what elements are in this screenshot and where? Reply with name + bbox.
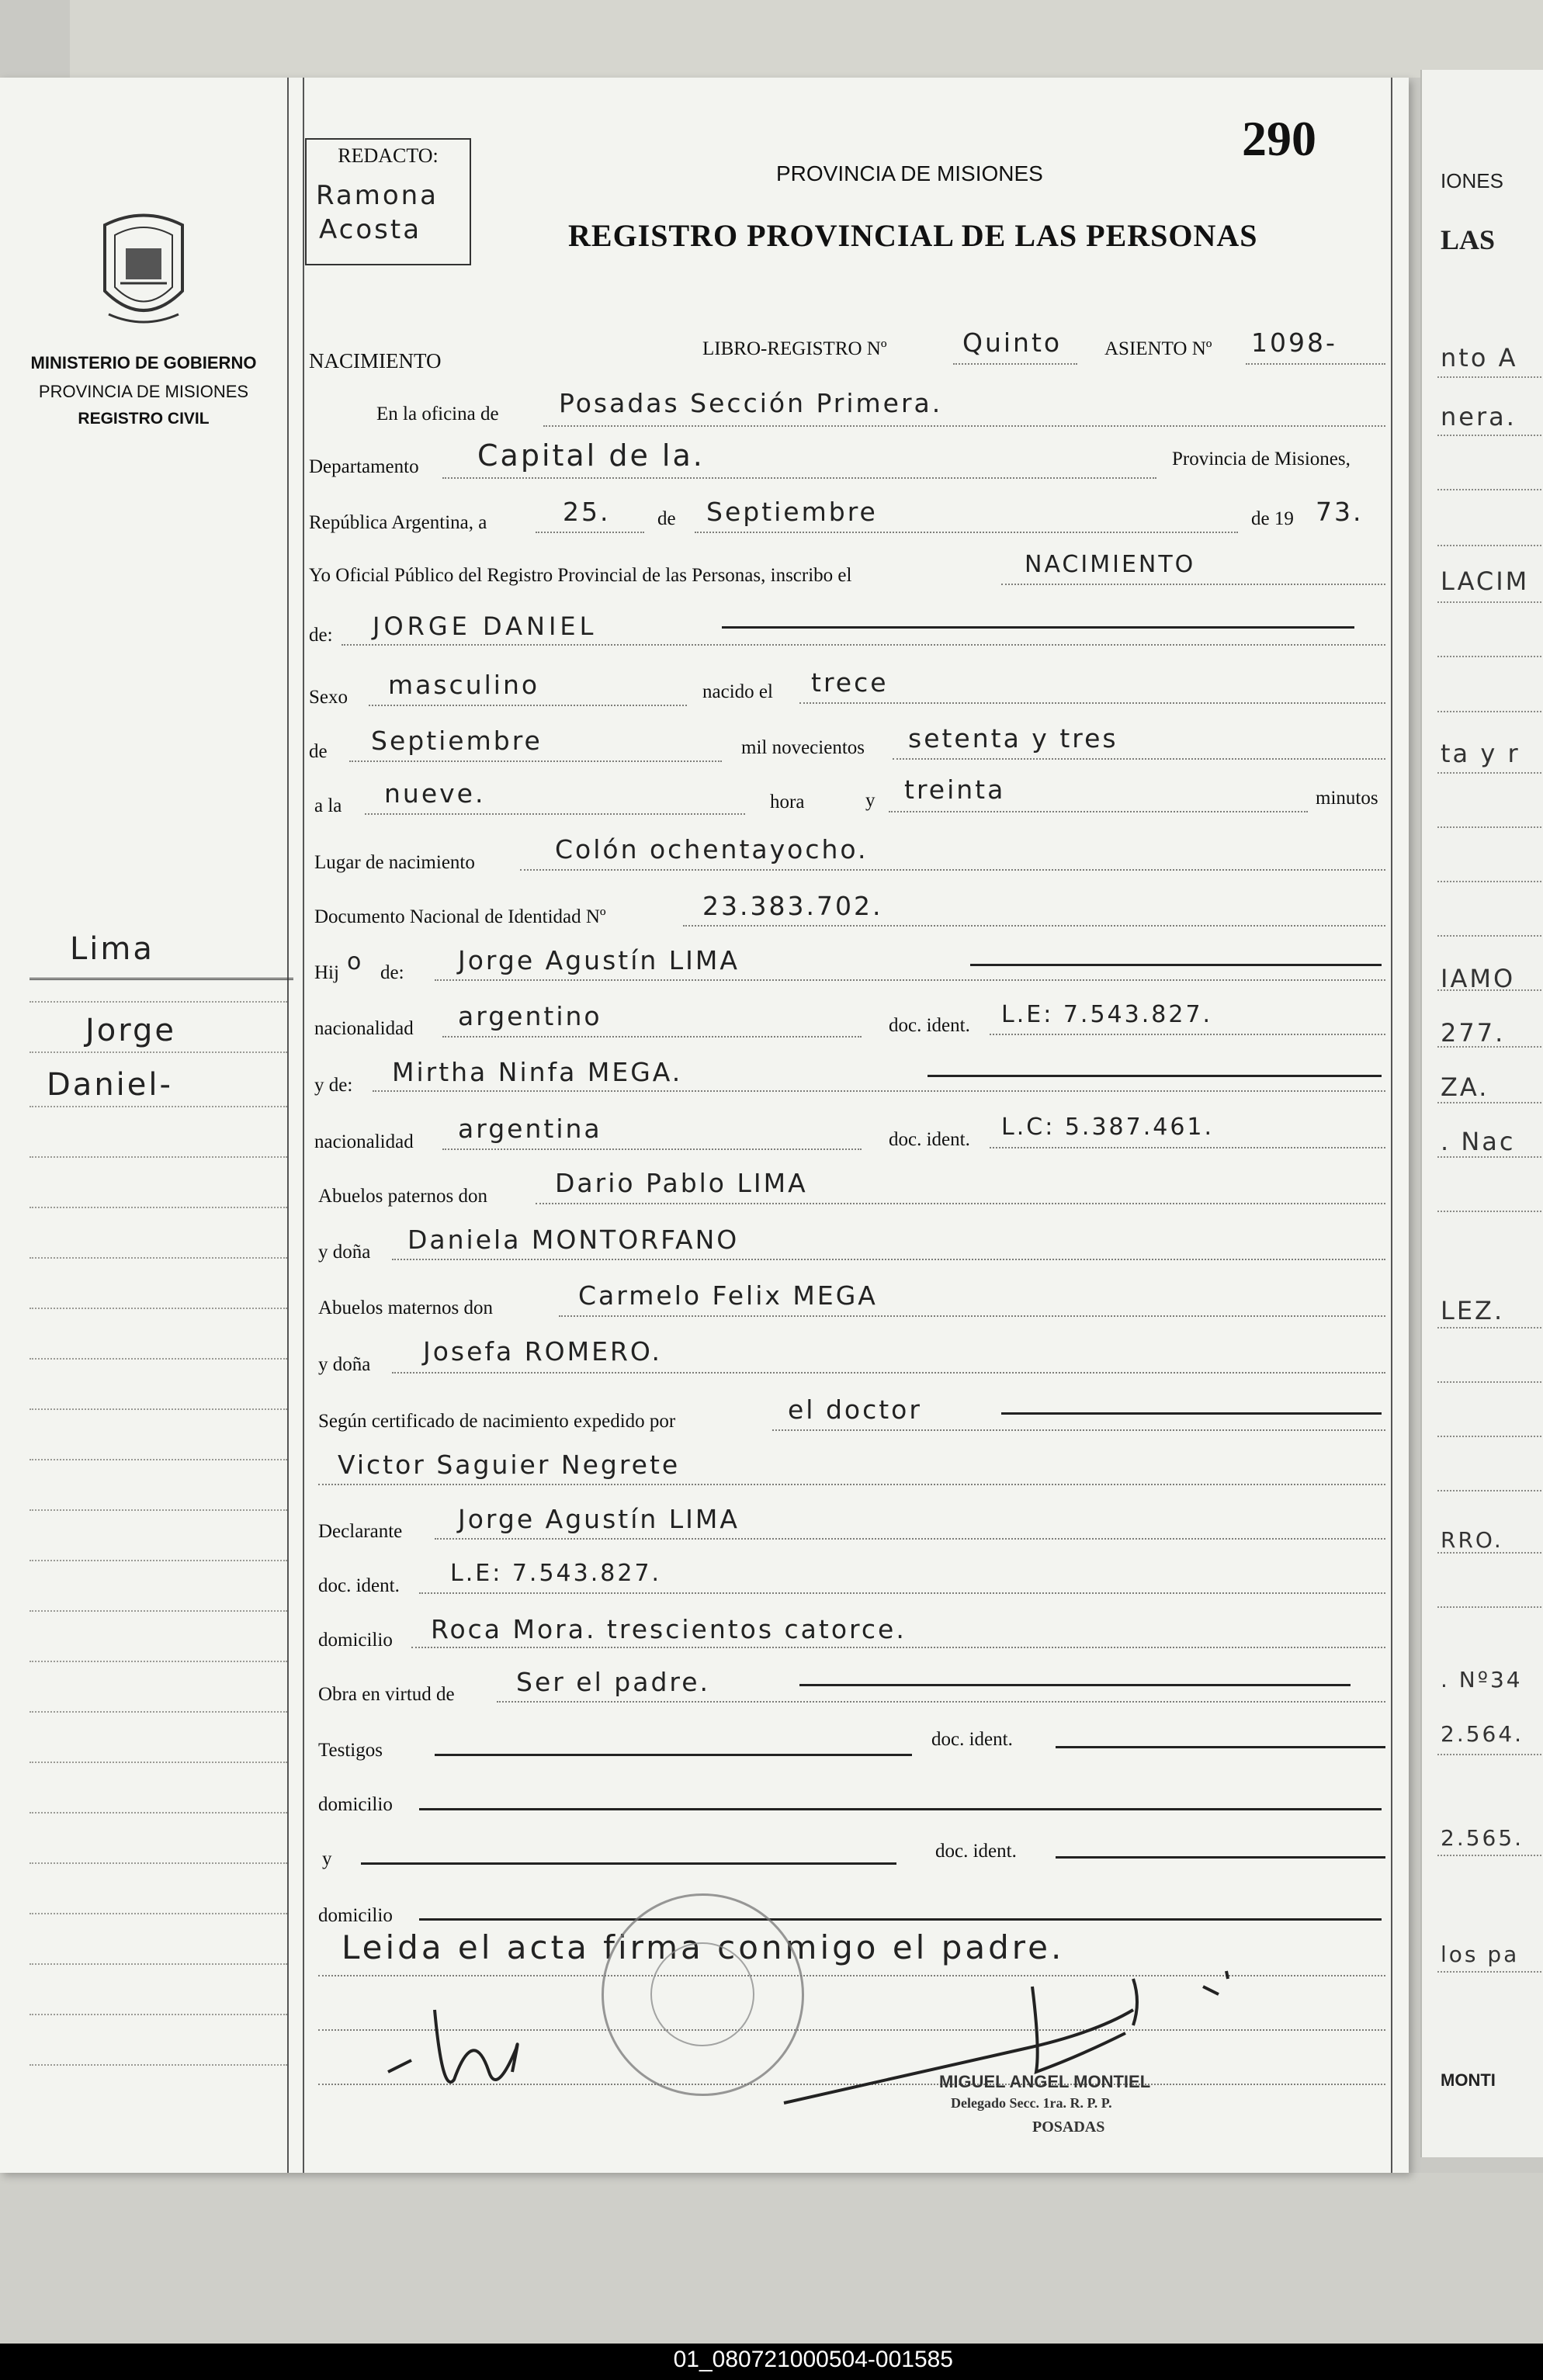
binder-cloth-bottom bbox=[0, 2173, 1543, 2344]
anio-nac-value: setenta y tres bbox=[908, 723, 1118, 753]
redacto-name-1: Ramona bbox=[316, 180, 439, 211]
asiento-value: 1098- bbox=[1251, 327, 1337, 358]
oficial-text: Yo Oficial Público del Registro Provincial de las Personas, inscribo el bbox=[309, 565, 852, 586]
testigos-label: Testigos bbox=[318, 1740, 383, 1761]
padre-value: Jorge Agustín LIMA bbox=[458, 945, 740, 975]
a-la-label: a la bbox=[314, 795, 342, 816]
hijo-label: Hij bbox=[314, 962, 339, 983]
certificado-value-2: Victor Saguier Negrete bbox=[338, 1450, 681, 1480]
next-page-fragment: LAS bbox=[1441, 224, 1496, 255]
abuela-paterna-label: y doña bbox=[318, 1242, 371, 1263]
certificado-label: Según certificado de nacimiento expedido por bbox=[318, 1411, 676, 1432]
dia-value: 25. bbox=[563, 497, 611, 527]
coat-of-arms-icon bbox=[93, 206, 194, 330]
domicilio-testigo-1-label: domicilio bbox=[318, 1794, 393, 1815]
sexo-value: masculino bbox=[388, 670, 540, 700]
binder-cloth-top bbox=[70, 0, 1543, 78]
redacto-name-2: Acosta bbox=[319, 214, 422, 245]
nacionalidad-padre-label: nacionalidad bbox=[314, 1018, 414, 1039]
image-code-bar bbox=[0, 2344, 1543, 2380]
minutos-value: treinta bbox=[904, 774, 1006, 805]
hora-label: hora bbox=[770, 792, 805, 812]
next-page-fragment: LACIM bbox=[1441, 566, 1530, 596]
mes-value: Septiembre bbox=[706, 497, 878, 527]
y-de-label: y de: bbox=[314, 1075, 353, 1096]
next-page-fragment: 2.565. bbox=[1441, 1825, 1524, 1851]
official-title: Delegado Secc. 1ra. R. P. P. bbox=[951, 2095, 1112, 2111]
republica-label: República Argentina, a bbox=[309, 512, 487, 533]
de-mes-label: de bbox=[309, 741, 328, 762]
lugar-label: Lugar de nacimiento bbox=[314, 852, 475, 873]
domicilio-value: Roca Mora. trescientos catorce. bbox=[431, 1614, 907, 1644]
libro-label: LIBRO-REGISTRO Nº bbox=[702, 338, 887, 359]
oficina-label: En la oficina de bbox=[376, 404, 499, 424]
redacto-box bbox=[305, 138, 471, 265]
closing-text: Leida el acta firma conmigo el padre. bbox=[342, 1928, 1065, 1966]
folio-number: 290 bbox=[1242, 111, 1316, 166]
hijo-de-label: de: bbox=[380, 962, 404, 983]
header-province: PROVINCIA DE MISIONES bbox=[776, 161, 1043, 185]
de-label: de bbox=[657, 508, 676, 529]
provincia-label: Provincia de Misiones, bbox=[1172, 449, 1351, 469]
next-page-fragment: nto A bbox=[1441, 343, 1518, 372]
stub-given-name-1: Jorge bbox=[85, 1013, 177, 1048]
next-page-fragment: . Nº34 bbox=[1441, 1667, 1523, 1692]
domicilio-testigo-2-label: domicilio bbox=[318, 1905, 393, 1926]
domicilio-label: domicilio bbox=[318, 1630, 393, 1651]
nacionalidad-padre-value: argentino bbox=[458, 1001, 602, 1031]
abuelo-paterno-value: Dario Pablo LIMA bbox=[555, 1168, 808, 1198]
madre-value: Mirtha Ninfa MEGA. bbox=[392, 1057, 683, 1087]
departamento-value: Capital de la. bbox=[477, 438, 705, 473]
declarant-signature bbox=[380, 1979, 551, 2111]
abuela-materna-value: Josefa ROMERO. bbox=[423, 1336, 663, 1367]
mil-label: mil novecientos bbox=[741, 737, 865, 758]
record-type-label: NACIMIENTO bbox=[309, 349, 442, 372]
sexo-label: Sexo bbox=[309, 687, 348, 708]
dni-value: 23.383.702. bbox=[702, 891, 883, 921]
doc-padre-label: doc. ident. bbox=[889, 1015, 970, 1036]
stub-province: PROVINCIA DE MISIONES bbox=[38, 382, 249, 401]
anio-prefix-label: de 19 bbox=[1251, 508, 1294, 529]
next-page-fragment: nera. bbox=[1441, 402, 1517, 431]
nacionalidad-madre-label: nacionalidad bbox=[314, 1131, 414, 1152]
abuelos-maternos-label: Abuelos maternos don bbox=[318, 1297, 493, 1318]
next-page-edge bbox=[1420, 70, 1543, 2157]
nacionalidad-madre-value: argentina bbox=[458, 1114, 602, 1144]
y-label: y bbox=[865, 790, 876, 811]
abuela-paterna-value: Daniela MONTORFANO bbox=[407, 1225, 740, 1255]
hora-value: nueve. bbox=[384, 778, 486, 809]
nacido-label: nacido el bbox=[702, 681, 773, 702]
stub-surname: Lima bbox=[70, 931, 154, 967]
doc-madre-value: L.C: 5.387.461. bbox=[1001, 1114, 1215, 1141]
stub-office: REGISTRO CIVIL bbox=[78, 410, 210, 428]
birth-record-sheet bbox=[0, 78, 1409, 2173]
next-page-fragment: MONTI bbox=[1441, 2070, 1496, 2090]
nacido-value: trece bbox=[811, 667, 889, 698]
doc-madre-label: doc. ident. bbox=[889, 1129, 970, 1150]
doc-declarante-label: doc. ident. bbox=[318, 1575, 400, 1596]
departamento-label: Departamento bbox=[309, 456, 419, 477]
obra-label: Obra en virtud de bbox=[318, 1684, 455, 1705]
image-code: 01_080721000504-001585 bbox=[673, 2347, 953, 2372]
next-page-fragment: ta y r bbox=[1441, 739, 1520, 768]
lugar-value: Colón ochentayocho. bbox=[555, 834, 869, 864]
redacto-label: REDACTO: bbox=[338, 144, 439, 167]
next-page-fragment: 277. bbox=[1441, 1018, 1506, 1048]
stub-given-name-2: Daniel- bbox=[47, 1067, 173, 1103]
mes-nac-value: Septiembre bbox=[371, 726, 543, 756]
next-page-fragment: RRO. bbox=[1441, 1527, 1503, 1553]
obra-value: Ser el padre. bbox=[516, 1667, 711, 1697]
abuelos-paternos-label: Abuelos paternos don bbox=[318, 1186, 488, 1207]
next-page-fragment: IAMO bbox=[1441, 964, 1516, 993]
inscribo-value: NACIMIENTO bbox=[1025, 551, 1196, 578]
libro-value: Quinto bbox=[962, 327, 1063, 358]
doc-declarante-value: L.E: 7.543.827. bbox=[450, 1560, 662, 1587]
doc-testigo-1-label: doc. ident. bbox=[931, 1729, 1013, 1750]
declarante-value: Jorge Agustín LIMA bbox=[458, 1504, 740, 1534]
next-page-fragment: ZA. bbox=[1441, 1072, 1489, 1102]
next-page-fragment: . Nac bbox=[1441, 1127, 1516, 1156]
next-page-fragment: los pa bbox=[1441, 1942, 1520, 1967]
doc-testigo-2-label: doc. ident. bbox=[935, 1841, 1017, 1862]
de-nombre-label: de: bbox=[309, 625, 333, 646]
minutos-label: minutos bbox=[1316, 788, 1378, 809]
declarante-label: Declarante bbox=[318, 1521, 403, 1542]
next-page-fragment: LEZ. bbox=[1441, 1296, 1505, 1325]
next-page-fragment: 2.564. bbox=[1441, 1721, 1524, 1747]
next-page-fragment: IONES bbox=[1441, 169, 1503, 192]
dni-label: Documento Nacional de Identidad Nº bbox=[314, 906, 606, 927]
stub-ministry: MINISTERIO DE GOBIERNO bbox=[30, 353, 257, 372]
y-testigo-2-label: y bbox=[322, 1848, 332, 1869]
nombre-value: JORGE DANIEL bbox=[373, 611, 598, 641]
certificado-value: el doctor bbox=[788, 1394, 922, 1425]
abuelo-materno-value: Carmelo Felix MEGA bbox=[578, 1280, 878, 1311]
official-name: MIGUEL ANGEL MONTIEL bbox=[939, 2072, 1151, 2091]
oficina-value: Posadas Sección Primera. bbox=[559, 388, 943, 418]
doc-padre-value: L.E: 7.543.827. bbox=[1001, 1001, 1213, 1028]
anio-value: 73. bbox=[1316, 497, 1364, 527]
header-registry: REGISTRO PROVINCIAL DE LAS PERSONAS bbox=[568, 218, 1258, 253]
abuela-materna-label: y doña bbox=[318, 1354, 371, 1375]
hijo-suffix: o bbox=[347, 948, 364, 975]
official-city: POSADAS bbox=[1032, 2118, 1105, 2136]
asiento-label: ASIENTO Nº bbox=[1104, 338, 1212, 359]
